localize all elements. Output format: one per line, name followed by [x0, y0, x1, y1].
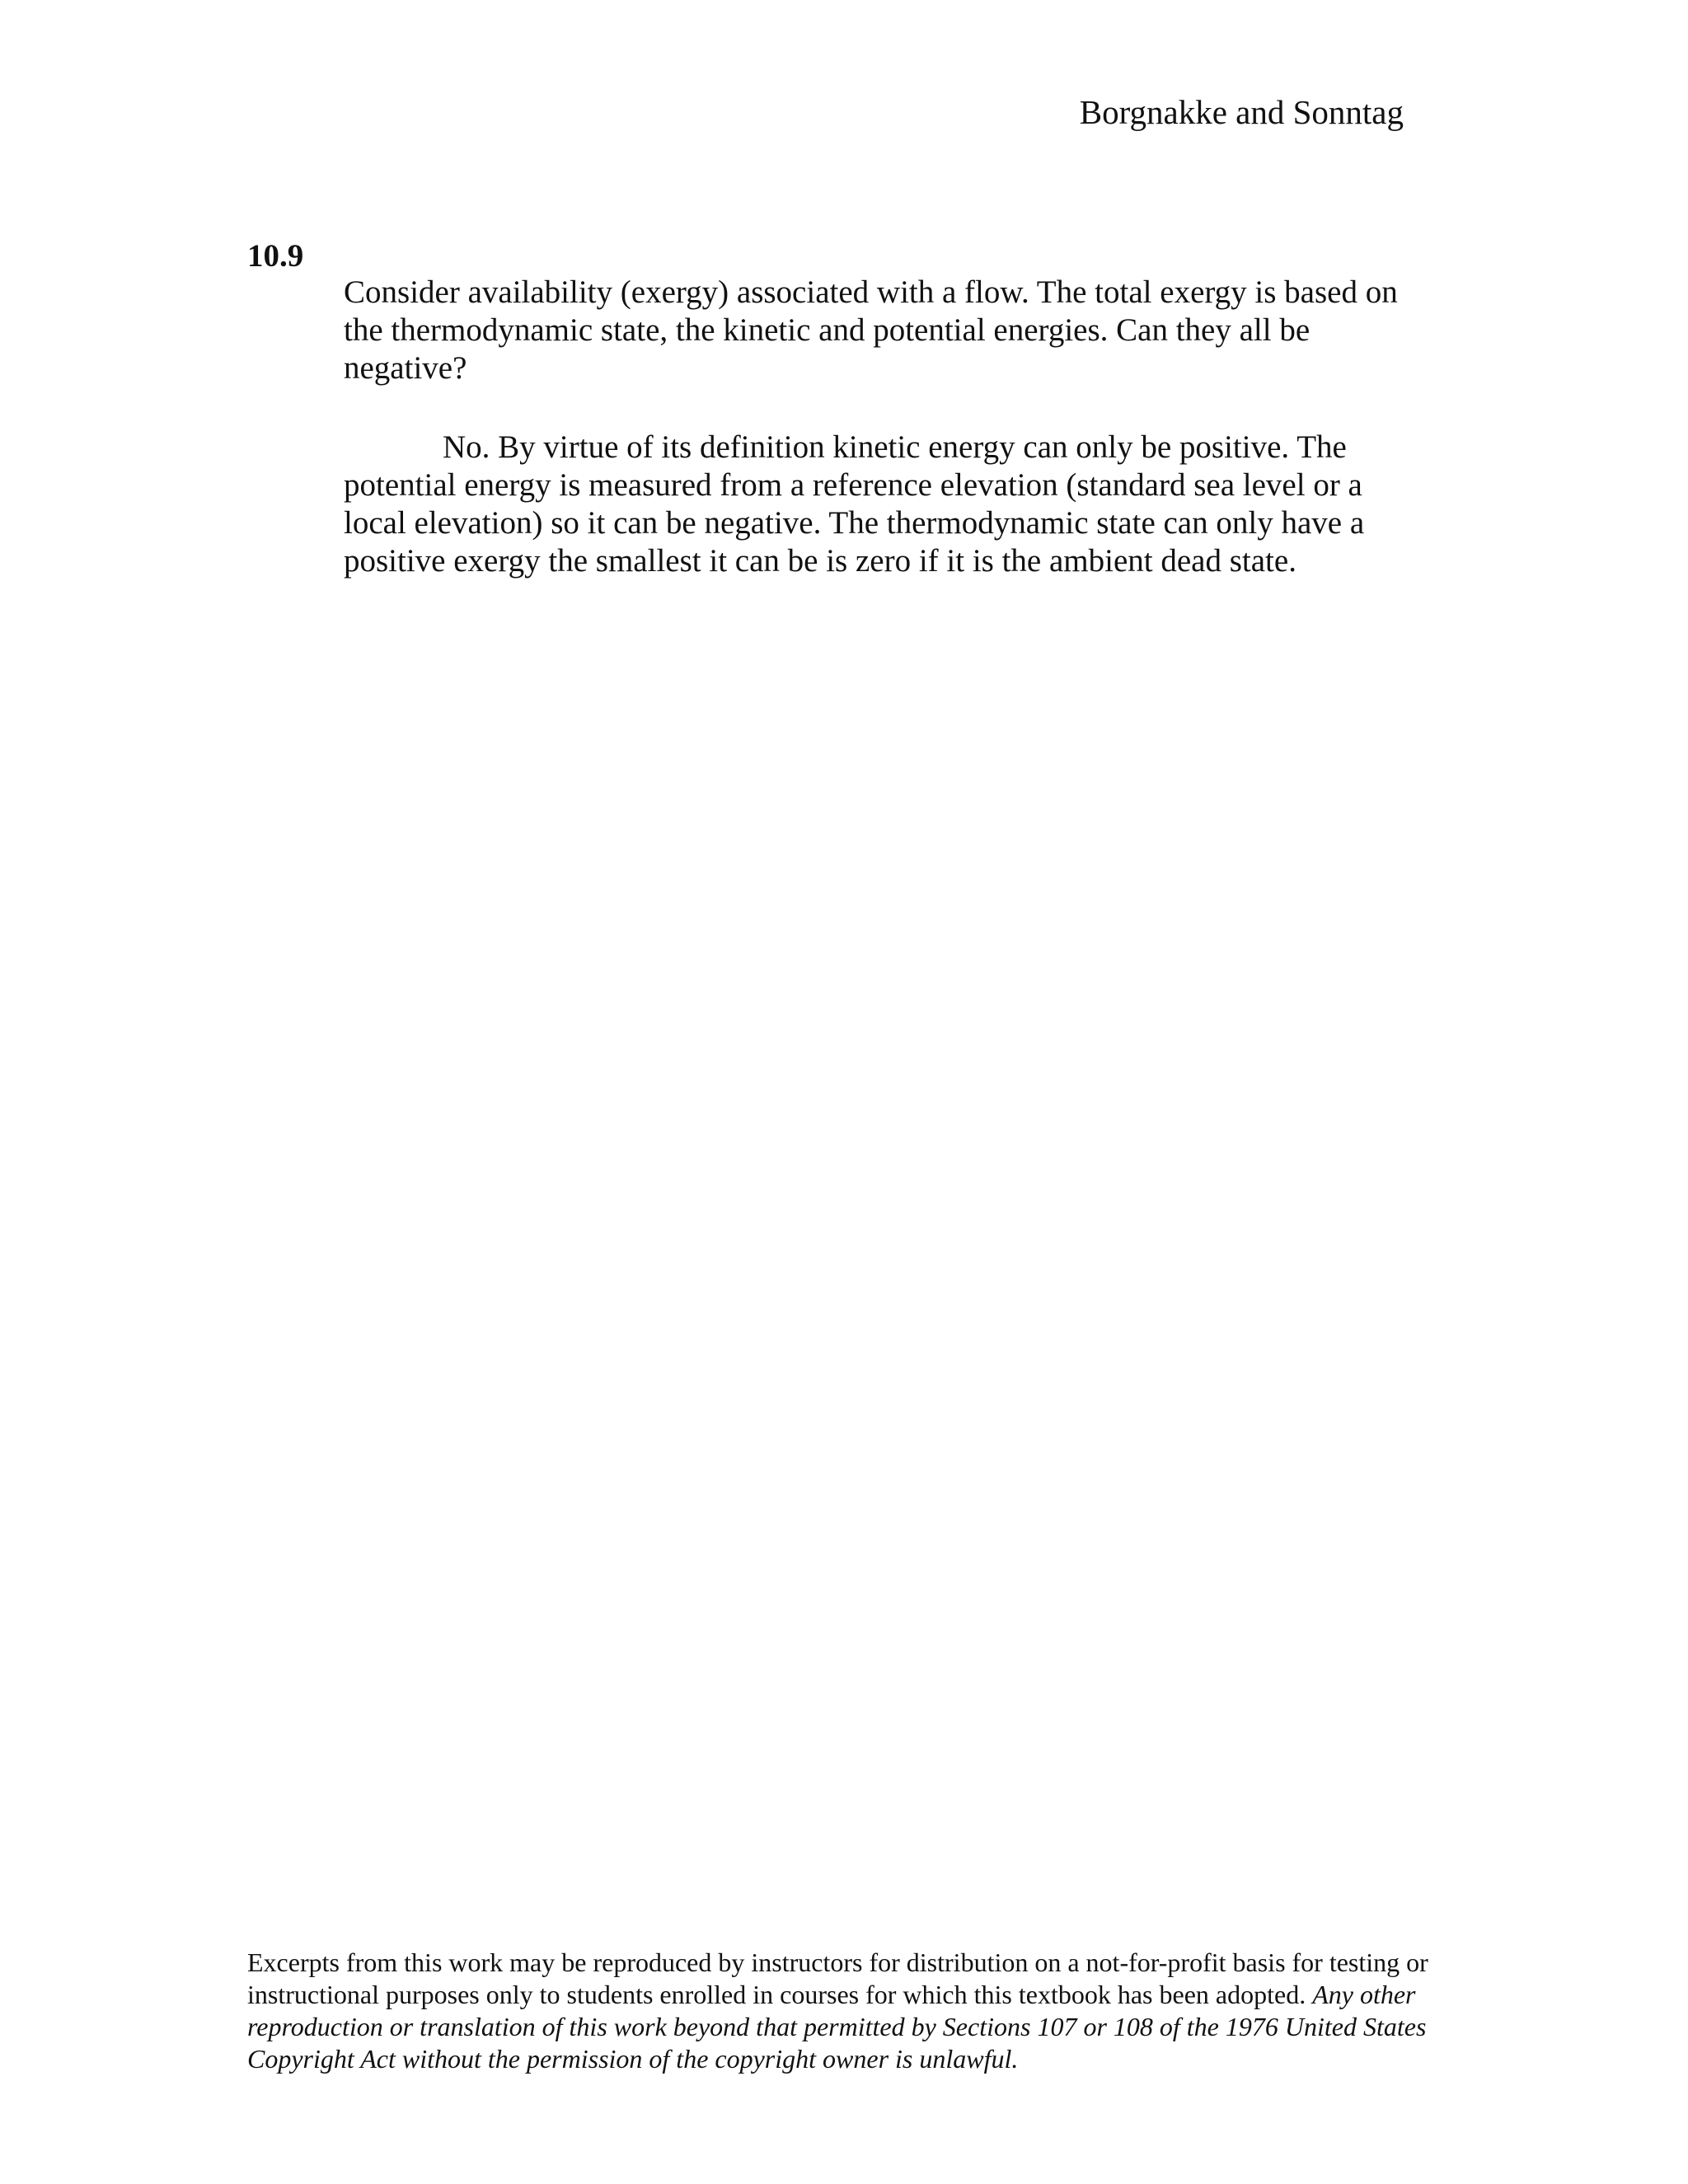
- footer-italic-text: Any other reproduction or translation of this work beyond that permitted by Sections 107 or 108 of the 1976 United States Copyright Act without the permission of the copyright owner is unlawful.: [247, 1980, 1427, 2074]
- footer-normal-text: Excerpts from this work may be reproduced by instructors for distribution on a not-for-profit basis for testing or instructional purposes only to students enrolled in courses for which this textbook has been adopted.: [247, 1947, 1428, 2009]
- problem-number: 10.9: [247, 238, 304, 274]
- problem-question: Consider availability (exergy) associated with a flow. The total exergy is based on the thermodynamic state, the kinetic and potential energies. Can they all be negative?: [344, 274, 1398, 386]
- problem-answer: No. By virtue of its definition kinetic energy can only be positive. The potential energy is measured from a reference elevation (standard sea level or a local elevation) so it can be negative. The thermodynamic state can only have a positive exergy the smallest it can be is zero if it is the ambient dead state.: [344, 429, 1365, 579]
- header-author: Borgnakke and Sonntag: [1079, 93, 1404, 131]
- copyright-footer: [247, 1947, 1438, 2075]
